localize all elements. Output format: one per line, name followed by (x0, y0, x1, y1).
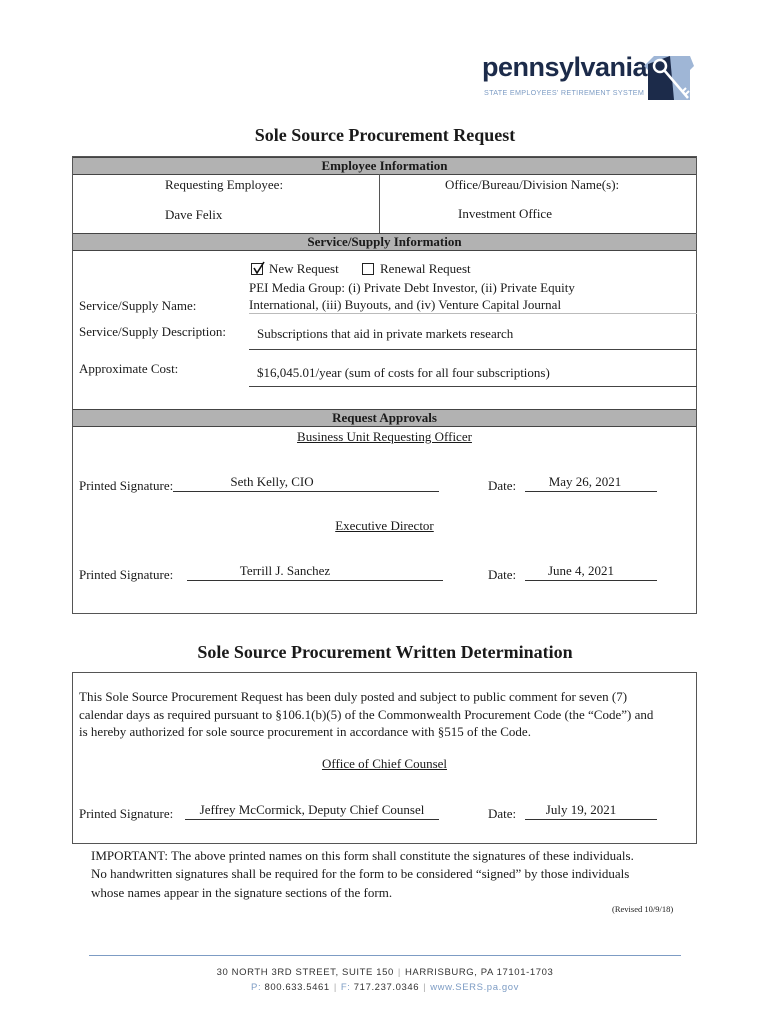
page-title: Sole Source Procurement Request (254, 125, 516, 145)
requesting-employee-label: Requesting Employee: (165, 177, 284, 192)
description-underline (249, 349, 697, 350)
procurement-request-form (72, 156, 697, 614)
logo-subtitle: STATE EMPLOYEES' RETIREMENT SYSTEM (484, 88, 645, 97)
director-date-field[interactable] (525, 564, 657, 581)
service-name-label: Service/Supply Name: (79, 298, 197, 313)
counsel-signature-field[interactable] (185, 803, 439, 820)
director-signature-value: Terrill J. Sanchez (239, 563, 331, 578)
request-approvals-header: Request Approvals (73, 409, 696, 427)
chief-counsel-heading: Office of Chief Counsel (321, 756, 448, 771)
sers-logo (482, 52, 702, 104)
requesting-employee-field[interactable]: Dave Felix (165, 207, 223, 222)
cost-underline (249, 386, 697, 387)
officer-signature-value: Seth Kelly, CIO (230, 474, 314, 489)
service-name-underline (249, 313, 697, 314)
office-label: Office/Bureau/Division Name(s): (445, 177, 620, 192)
determination-line-1: This Sole Source Procurement Request has been duly posted and subject to public comment for seven (7) (79, 689, 628, 704)
director-signature-field[interactable] (187, 564, 443, 581)
column-divider (379, 174, 380, 233)
director-date-label: Date: (488, 567, 517, 582)
renewal-request-label: Renewal Request (380, 261, 471, 276)
renewal-request-checkbox[interactable] (362, 263, 374, 275)
counsel-date-value: July 19, 2021 (545, 802, 617, 817)
determination-title: Sole Source Procurement Written Determination (197, 642, 573, 662)
revision-date: (Revised 10/9/18) (612, 904, 674, 914)
footer-address: 30 NORTH 3RD STREET, SUITE 150 | HARRISBURG, PA 17101-1703 (216, 967, 554, 978)
written-determination-box (72, 672, 697, 844)
keystone-key-icon (644, 54, 700, 102)
new-request-checkbox[interactable] (251, 263, 263, 275)
officer-date-field[interactable] (525, 475, 657, 492)
footer-contact: P: 800.633.5461 | F: 717.237.0346 | www.SERS.pa.gov (251, 982, 519, 993)
counsel-date-label: Date: (488, 806, 517, 821)
footer-divider (89, 955, 681, 956)
service-description-field[interactable]: Subscriptions that aid in private markets research (257, 326, 514, 341)
checkmark-icon (252, 261, 266, 275)
counsel-signature-value: Jeffrey McCormick, Deputy Chief Counsel (199, 802, 425, 817)
important-line-1: IMPORTANT: The above printed names on this form shall constitute the signatures of these individuals. (91, 848, 634, 863)
footer-street: 30 NORTH 3RD STREET, SUITE 150 (216, 967, 394, 978)
important-line-3: whose names appear in the signature sections of the form. (91, 885, 393, 900)
service-name-line1[interactable]: PEI Media Group: (i) Private Debt Investor, (ii) Private Equity (249, 280, 575, 295)
office-field[interactable]: Investment Office (458, 206, 552, 221)
officer-signature-field[interactable] (173, 475, 439, 492)
footer-phone: 800.633.5461 (264, 982, 330, 993)
director-date-value: June 4, 2021 (547, 563, 615, 578)
service-description-label: Service/Supply Description: (79, 324, 226, 339)
executive-director-heading: Executive Director (335, 518, 434, 533)
counsel-signature-label: Printed Signature: (79, 806, 174, 821)
service-name-line2[interactable]: International, (iii) Buyouts, and (iv) Venture Capital Journal (249, 297, 562, 312)
determination-line-3: is hereby authorized for sole source procurement in accordance with §515 of the Code. (79, 724, 531, 739)
employee-info-header: Employee Information (73, 157, 696, 175)
footer-fax: 717.237.0346 (353, 982, 420, 993)
new-request-label: New Request (269, 261, 339, 276)
counsel-date-field[interactable] (525, 803, 657, 820)
determination-line-2: calendar days as required pursuant to §106.1(b)(5) of the Commonwealth Procurement Code (the “Code”) and (79, 707, 654, 722)
renewal-request-option[interactable] (362, 261, 471, 277)
director-signature-label: Printed Signature: (79, 567, 174, 582)
officer-date-label: Date: (488, 478, 517, 493)
approximate-cost-field[interactable]: $16,045.01/year (sum of costs for all four subscriptions) (257, 365, 550, 380)
footer-website-link[interactable]: www.SERS.pa.gov (430, 982, 519, 993)
logo-wordmark: pennsylvania (482, 52, 648, 82)
phone-prefix: P: (251, 982, 262, 993)
approximate-cost-label: Approximate Cost: (79, 361, 179, 376)
important-line-2: No handwritten signatures shall be required for the form to be considered “signed” by those individuals (91, 866, 630, 881)
business-unit-officer-heading: Business Unit Requesting Officer (297, 429, 472, 444)
service-info-header: Service/Supply Information (73, 233, 696, 251)
officer-date-value: May 26, 2021 (548, 474, 622, 489)
footer-city: HARRISBURG, PA 17101-1703 (404, 967, 554, 978)
new-request-option[interactable] (251, 261, 339, 277)
fax-prefix: F: (340, 982, 351, 993)
officer-signature-label: Printed Signature: (79, 478, 174, 493)
